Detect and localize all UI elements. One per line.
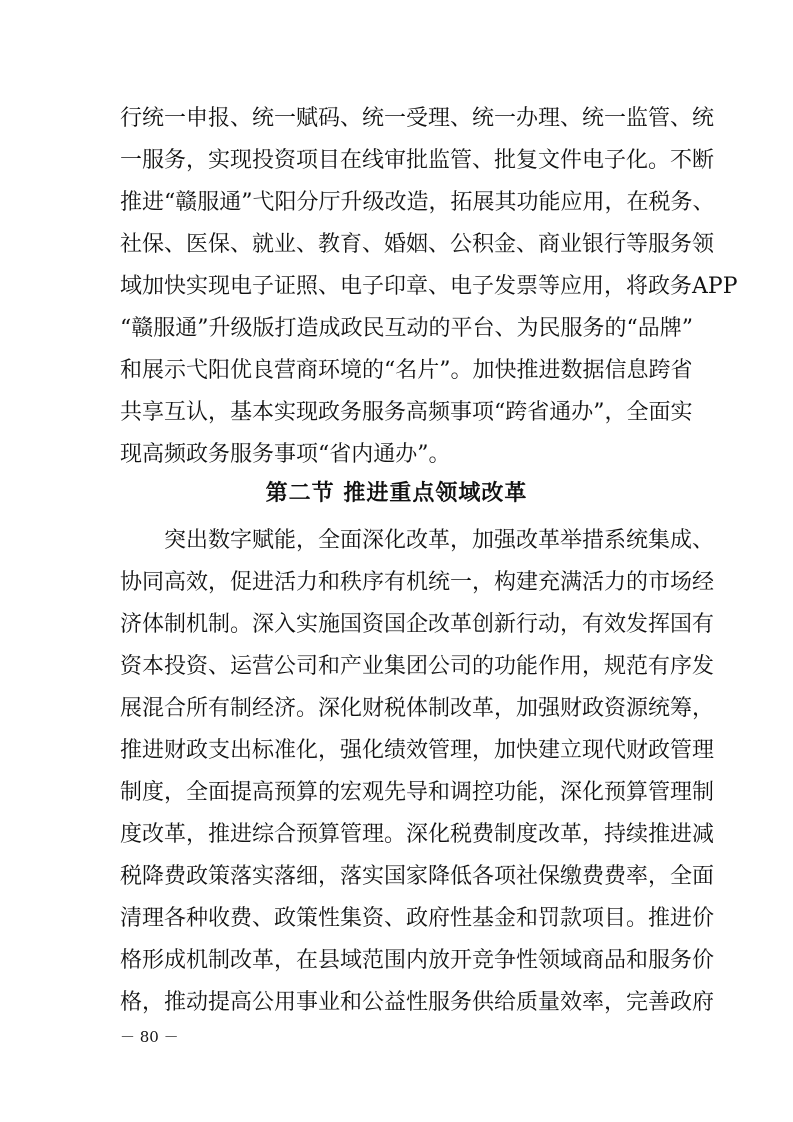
text-line: 清理各种收费、政策性集资、政府性基金和罚款项目。推进价 xyxy=(120,906,715,931)
text-line: 济体制机制。深入实施国资国企改革创新行动，有效发挥国有 xyxy=(120,612,715,637)
text-line: 共享互认，基本实现政务服务高频事项“跨省通办”，全面实 xyxy=(120,400,693,425)
text-line: 制度，全面提高预算的宏观先导和调控功能，深化预算管理制 xyxy=(120,780,715,805)
text-line: 突出数字赋能，全面深化改革，加强改革举措系统集成、 xyxy=(164,528,715,553)
text-line: 和展示弋阳优良营商环境的“名片”。加快推进数据信息跨省 xyxy=(120,358,693,383)
text-line: “赣服通”升级版打造成政民互动的平台、为民服务的“品牌” xyxy=(120,316,693,341)
section-heading: 第二节 推进重点领域改革 xyxy=(265,481,528,506)
text-line: 现高频政务服务事项“省内通办”。 xyxy=(120,442,451,467)
text-line: 格，推动提高公用事业和公益性服务供给质量效率，完善政府 xyxy=(120,990,715,1015)
text-line: 一服务，实现投资项目在线审批监管、批复文件电子化。不断 xyxy=(120,148,715,173)
text-line: 税降费政策落实落细，落实国家降低各项社保缴费费率，全面 xyxy=(120,864,715,889)
text-line: 协同高效，促进活力和秩序有机统一，构建充满活力的市场经 xyxy=(120,570,715,595)
text-line: 格形成机制改革，在县域范围内放开竞争性领域商品和服务价 xyxy=(120,948,715,973)
text-line: 资本投资、运营公司和产业集团公司的功能作用，规范有序发 xyxy=(120,654,715,679)
text-line: 展混合所有制经济。深化财税体制改革，加强财政资源统筹， xyxy=(120,696,715,721)
text-line: 行统一申报、统一赋码、统一受理、统一办理、统一监管、统 xyxy=(120,106,715,131)
text-line: 推进“赣服通”弋阳分厅升级改造，拓展其功能应用，在税务、 xyxy=(120,190,715,215)
text-line: 度改革，推进综合预算管理。深化税费制度改革，持续推进减 xyxy=(120,822,715,847)
text-line: 推进财政支出标准化，强化绩效管理，加快建立现代财政管理 xyxy=(120,738,715,763)
text-line: 社保、医保、就业、教育、婚姻、公积金、商业银行等服务领 xyxy=(120,232,715,257)
text-line: 域加快实现电子证照、电子印章、电子发票等应用，将政务APP xyxy=(120,274,738,299)
page-number: － 80 － xyxy=(120,1028,179,1046)
